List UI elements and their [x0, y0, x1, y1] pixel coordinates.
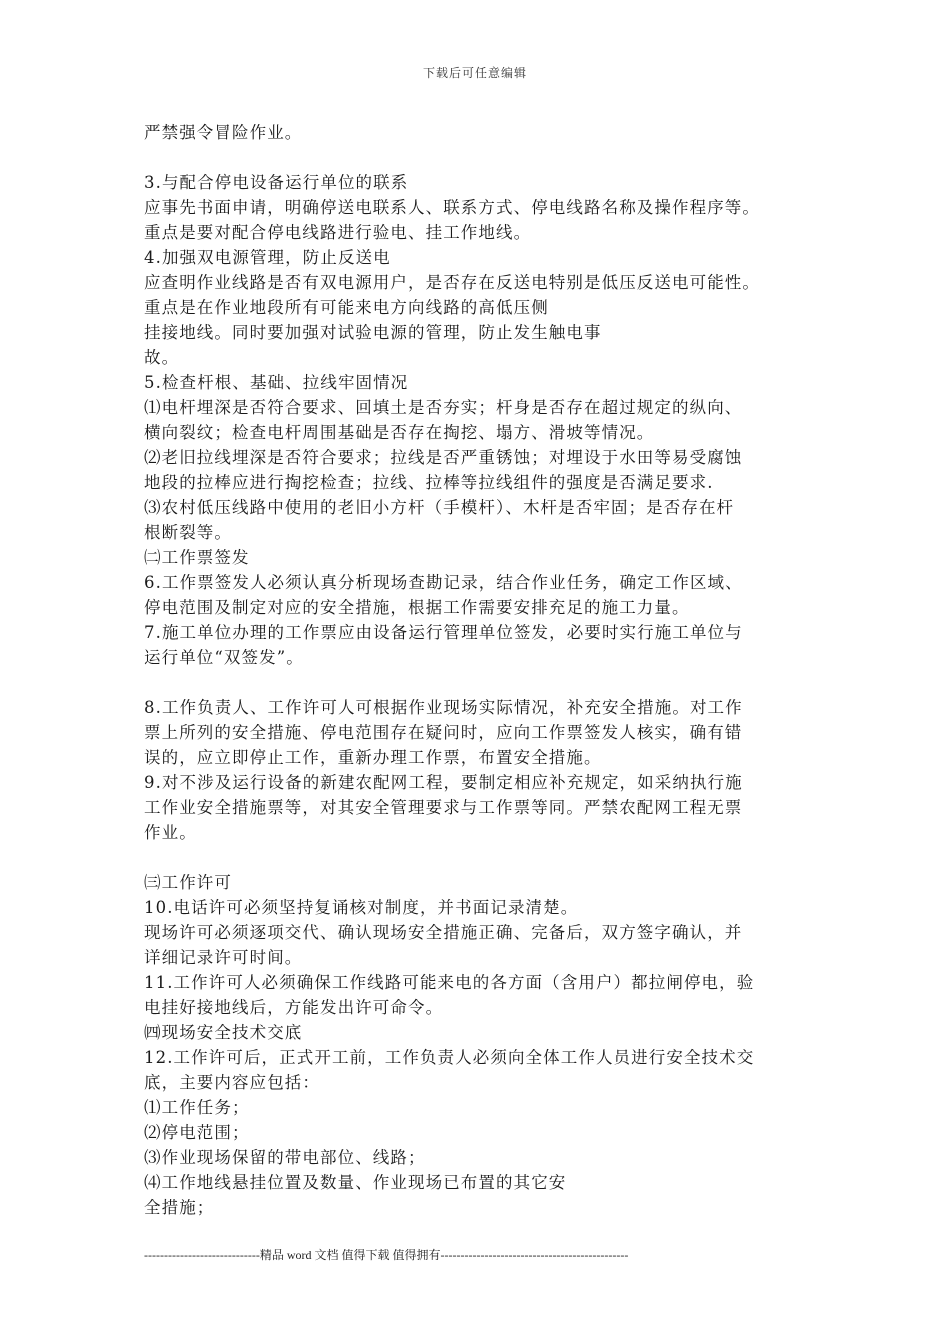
text-line: ⑷工作地线悬挂位置及数量、作业现场已布置的其它安 [144, 1173, 567, 1192]
text-line: 根断裂等。 [144, 523, 232, 542]
text-line: 地段的拉棒应进行掏挖检查；拉线、拉棒等拉线组件的强度是否满足要求. [144, 473, 714, 492]
text-line: 5.检查杆根、基础、拉线牢固情况 [144, 373, 409, 392]
text-line: ㈢工作许可 [144, 873, 232, 892]
text-line: 应事先书面申请，明确停送电联系人、联系方式、停电线路名称及操作程序等。 [144, 198, 760, 217]
text-line: ㈡工作票签发 [144, 548, 250, 567]
text-line: ⑴工作任务； [144, 1098, 250, 1117]
text-line: 运行单位“双签发”。 [144, 648, 304, 667]
text-line: 严禁强令冒险作业。 [144, 123, 303, 142]
text-line: 8.工作负责人、工作许可人可根据作业现场实际情况，补充安全措施。对工作 [144, 698, 743, 717]
text-line: ⑵老旧拉线埋深是否符合要求；拉线是否严重锈蚀；对埋设于水田等易受腐蚀 [144, 448, 743, 467]
text-line: 10.电话许可必须坚持复诵核对制度，并书面记录清楚。 [144, 898, 579, 917]
text-line: 重点是要对配合停电线路进行验电、挂工作地线。 [144, 223, 532, 242]
text-line: 现场许可必须逐项交代、确认现场安全措施正确、完备后，双方签字确认，并 [144, 923, 743, 942]
text-line: 故。 [144, 348, 180, 367]
text-line: ㈣现场安全技术交底 [144, 1023, 303, 1042]
blank-line [144, 670, 824, 695]
text-line: 详细记录许可时间。 [144, 948, 303, 967]
text-line: 重点是在作业地段所有可能来电方向线路的高低压侧 [144, 298, 549, 317]
text-line: 9.对不涉及运行设备的新建农配网工程，要制定相应补充规定，如采纳执行施 [144, 773, 743, 792]
text-line: 停电范围及制定对应的安全措施，根据工作需要安排充足的施工力量。 [144, 598, 690, 617]
blank-line [144, 145, 824, 170]
text-line: 12.工作许可后，正式开工前，工作负责人必须向全体工作人员进行安全技术交 [144, 1048, 755, 1067]
text-line: 11.工作许可人必须确保工作线路可能来电的各方面（含用户）都拉闸停电，验 [144, 973, 755, 992]
text-line: 底，主要内容应包括： [144, 1073, 320, 1092]
text-line: 6.工作票签发人必须认真分析现场查勘记录，结合作业任务，确定工作区域、 [144, 573, 743, 592]
text-line: 电挂好接地线后，方能发出许可命令。 [144, 998, 444, 1017]
document-body [144, 120, 824, 1220]
text-line: 票上所列的安全措施、停电范围存在疑问时，应向工作票签发人核实，确有错 [144, 723, 743, 742]
text-line: 横向裂纹；检查电杆周围基础是否存在掏挖、塌方、滑坡等情况。 [144, 423, 655, 442]
page-footer: -----------------------------精品 word 文档 值得下载 值得拥有----------------------------------------------- [144, 1248, 629, 1262]
text-line: 误的，应立即停止工作，重新办理工作票，布置安全措施。 [144, 748, 602, 767]
text-line: 挂接地线。同时要加强对试验电源的管理，防止发生触电事 [144, 323, 602, 342]
text-line: ⑴电杆埋深是否符合要求、回填土是否夯实；杆身是否存在超过规定的纵向、 [144, 398, 743, 417]
text-line: 3.与配合停电设备运行单位的联系 [144, 173, 409, 192]
text-line: 作业。 [144, 823, 197, 842]
text-line: 4.加强双电源管理，防止反送电 [144, 248, 391, 267]
text-line: ⑶农村低压线路中使用的老旧小方杆（手模杆）、木杆是否牢固；是否存在杆 [144, 498, 735, 517]
text-line: 全措施； [144, 1198, 215, 1217]
blank-line [144, 845, 824, 870]
text-line: 7.施工单位办理的工作票应由设备运行管理单位签发，必要时实行施工单位与 [144, 623, 743, 642]
text-line: 工作业安全措施票等，对其安全管理要求与工作票等同。严禁农配网工程无票 [144, 798, 743, 817]
text-line: ⑵停电范围； [144, 1123, 250, 1142]
text-line: ⑶作业现场保留的带电部位、线路； [144, 1148, 426, 1167]
text-line: 应查明作业线路是否有双电源用户，是否存在反送电特别是低压反送电可能性。 [144, 273, 760, 292]
page-header: 下载后可任意编辑 [422, 66, 527, 80]
